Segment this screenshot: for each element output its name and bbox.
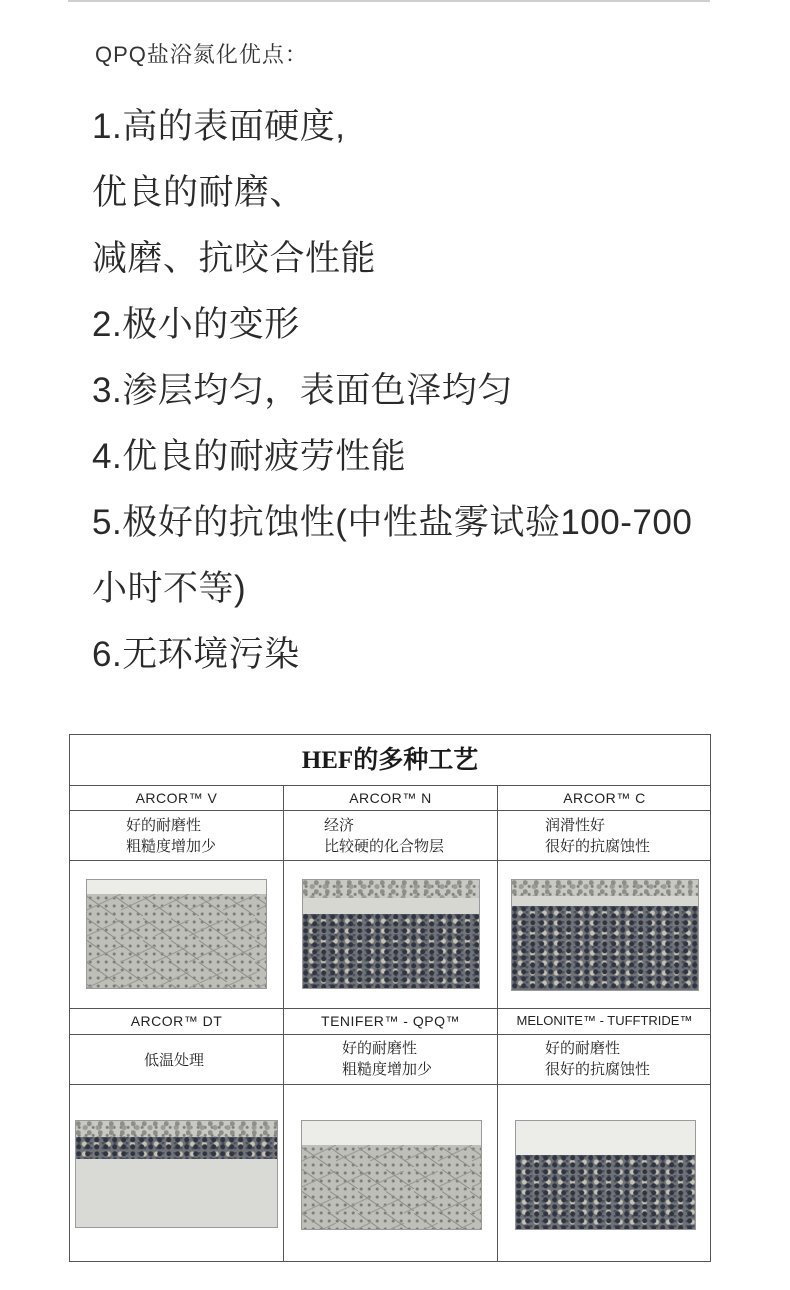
advantage-line: 4.优良的耐疲劳性能 (92, 437, 407, 476)
advantage-line: 减磨、抗咬合性能 (92, 239, 377, 278)
advantage-line: 6.无环境污染 (92, 635, 300, 674)
process-name: ARCOR™ DT (130, 1013, 223, 1029)
arcor-c-micrograph (511, 879, 699, 991)
row-divider (70, 1034, 710, 1035)
process-description: 好的耐磨性 粗糙度增加少 (126, 817, 217, 855)
section-subtitle: QPQ盐浴氮化优点： (95, 42, 308, 67)
advantage-line: 小时不等) (92, 569, 247, 608)
advantage-line: 1.高的表面硬度, (92, 107, 346, 146)
advantage-line: 2.极小的变形 (92, 305, 300, 344)
melonite-tufftride-micrograph (515, 1120, 696, 1230)
table-title: HEF的多种工艺 (70, 735, 710, 786)
arcor-n-micrograph (302, 879, 480, 989)
process-description: 好的耐磨性 很好的抗腐蚀性 (545, 1040, 651, 1078)
row-divider (70, 860, 710, 861)
advantages-list (92, 100, 692, 694)
process-name: MELONITE™ - TUFFTRIDE™ (516, 1013, 693, 1028)
tenifer-qpq-micrograph (301, 1120, 482, 1230)
advantage-line: 优良的耐磨、 (92, 173, 306, 212)
process-description: 经济 比较硬的化合物层 (324, 817, 445, 855)
top-divider (68, 0, 710, 2)
row-divider (70, 810, 710, 811)
process-description: 低温处理 (144, 1052, 205, 1069)
row-divider (70, 1084, 710, 1085)
advantage-line: 5.极好的抗蚀性(中性盐雾试验100-700 (92, 503, 693, 542)
process-name: ARCOR™ C (563, 790, 646, 806)
process-description: 润滑性好 很好的抗腐蚀性 (545, 817, 651, 855)
process-name: TENIFER™ - QPQ™ (321, 1013, 460, 1029)
process-name: ARCOR™ V (135, 790, 218, 806)
arcor-dt-micrograph (75, 1120, 278, 1228)
process-description: 好的耐磨性 粗糙度增加少 (342, 1040, 433, 1078)
hef-process-table (69, 734, 711, 1262)
process-name: ARCOR™ N (349, 790, 432, 806)
arcor-v-micrograph (86, 879, 267, 989)
advantage-line: 3.渗层均匀，表面色泽均匀 (92, 371, 513, 410)
